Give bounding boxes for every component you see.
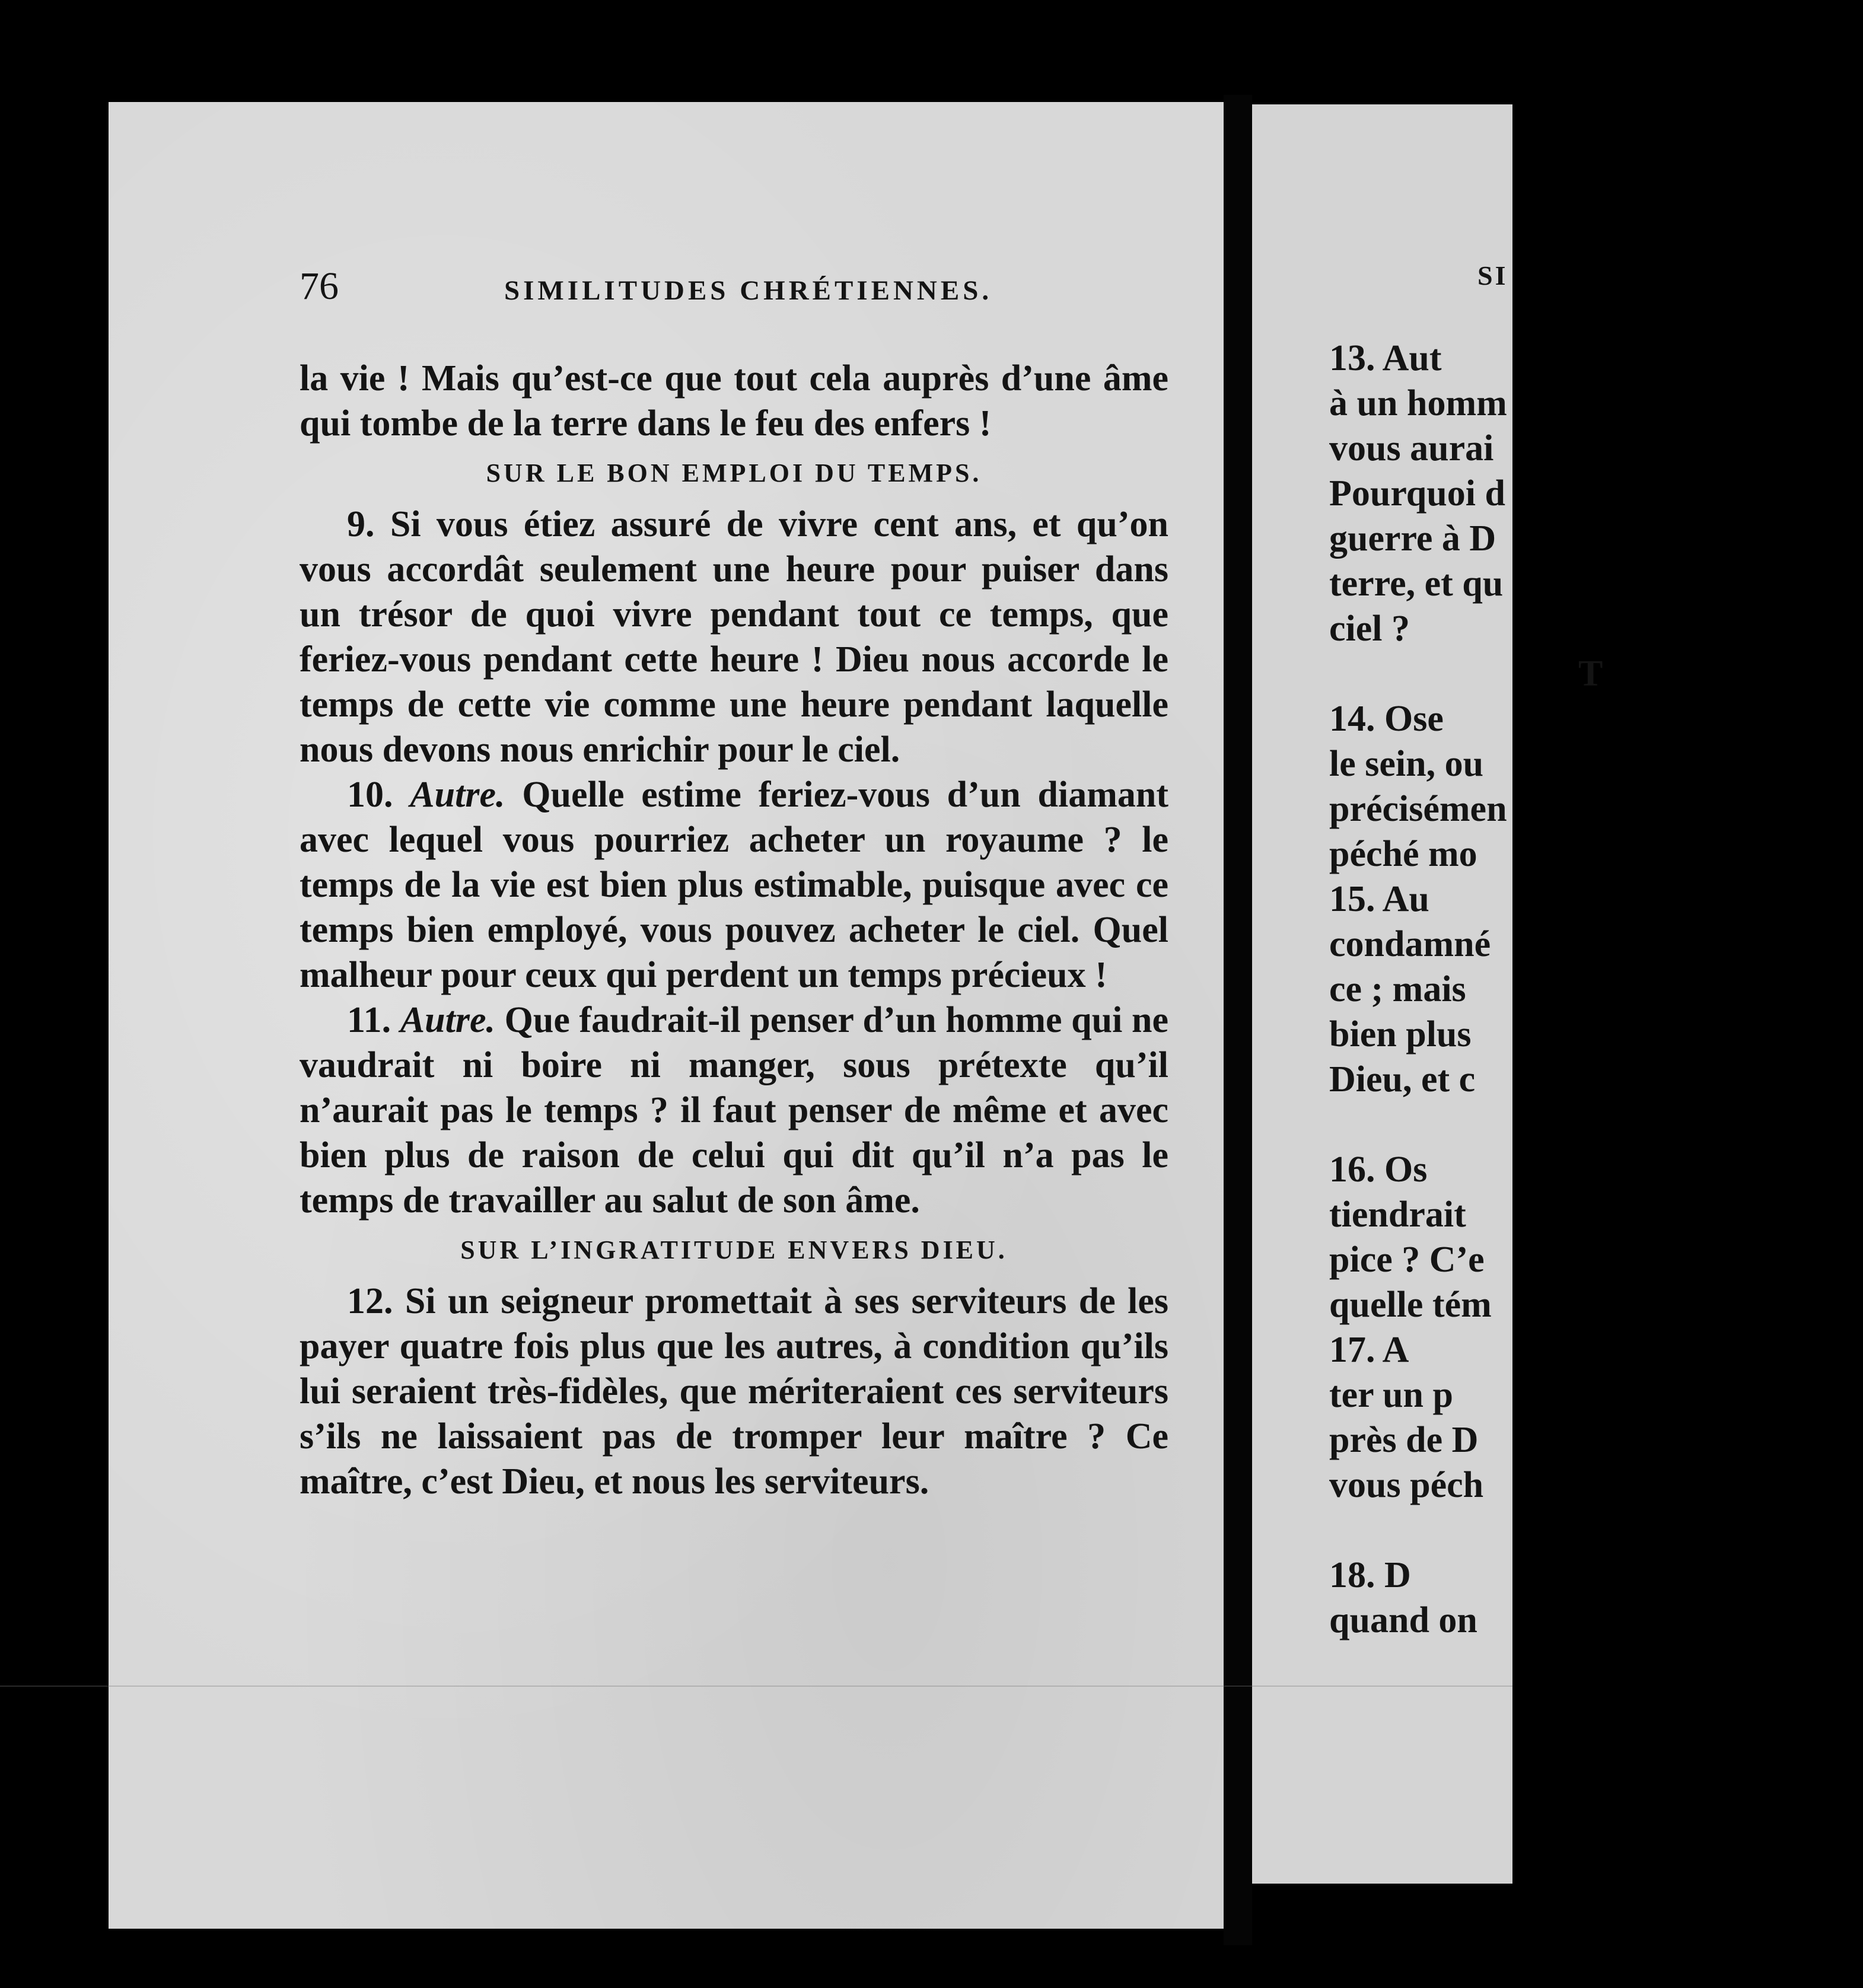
page-header xyxy=(300,264,1171,317)
paragraph-number: 11. xyxy=(347,1000,391,1040)
right-page-text xyxy=(1329,336,1863,1643)
left-page-text xyxy=(300,356,1168,1504)
section-heading-ingratitude: SUR L’INGRATITUDE ENVERS DIEU. xyxy=(460,1235,1008,1264)
book-gutter xyxy=(1224,95,1252,1945)
right-line: pice ? C’e xyxy=(1329,1240,1485,1280)
paragraph-body: Quelle estime feriez-vous d’un diamant avec lequel vous pourriez acheter un royaume ? le temps de la vie est bien plus estimable, puisque avec ce temps bien employé, vous pouvez acheter le ciel. Quel malheur pour ceux qui perdent un temps précieux ! xyxy=(300,775,1169,995)
right-page xyxy=(1252,104,1603,1884)
right-running-title: SI xyxy=(1477,260,1508,291)
right-line: près de D xyxy=(1329,1420,1479,1460)
right-line: guerre à D xyxy=(1329,518,1496,559)
right-line: 18. D xyxy=(1329,1555,1411,1595)
scan-line-artifact xyxy=(0,1686,1512,1687)
paragraph-label: Autre. xyxy=(410,775,505,815)
right-line: 15. Au xyxy=(1329,879,1429,919)
right-line: terre, et qu xyxy=(1329,563,1504,604)
running-title: SIMILITUDES CHRÉTIENNES. xyxy=(504,275,993,306)
paragraph-body: Si vous étiez assuré de vivre cent ans, et qu’on vous accordât seulement une heure pour puiser dans un trésor de quoi vivre pendant tout ce temps, que feriez-vous pendant cette heure ! Dieu nous accorde le temps de cette vie comme une heure pendant laquelle nous devons nous enrichir pour le ciel. xyxy=(300,504,1169,770)
right-line: T xyxy=(1578,654,1603,694)
paragraph-9 xyxy=(300,502,1168,772)
paragraph-body: Si un seigneur promettait à ses serviteurs de les payer quatre fois plus que les autres, à condition qu’ils lui seraient très-fidèles, que mériteraient ces serviteurs s’ils ne laissaient pas de tromper leur maître ? Ce maître, c’est Dieu, et nous les serviteurs. xyxy=(300,1281,1169,1502)
right-line: 17. A xyxy=(1329,1330,1409,1370)
right-line: ciel ? xyxy=(1329,608,1410,649)
opening-paragraph: la vie ! Mais qu’est-ce que tout cela auprès d’une âme qui tombe de la terre dans le feu des enfers ! xyxy=(300,358,1168,444)
right-line: 16. Os xyxy=(1329,1149,1428,1190)
paragraph-body: Que faudrait-il penser d’un homme qui ne vaudrait ni boire ni manger, sous prétexte qu’il n’aurait pas le temps ? il faut penser de même et avec bien plus de raison de celui qui dit qu’il n’a pas le temps de travailler au salut de son âme. xyxy=(300,1000,1169,1221)
paragraph-12 xyxy=(300,1279,1168,1504)
right-line: vous péch xyxy=(1329,1465,1484,1505)
paragraph-label: Autre. xyxy=(400,1000,495,1040)
right-line: tiendrait xyxy=(1329,1194,1466,1235)
right-line: précisémen xyxy=(1329,789,1507,829)
right-line: 13. Aut xyxy=(1329,338,1442,378)
paragraph-number: 9. xyxy=(347,504,375,544)
right-line: quelle tém xyxy=(1329,1285,1492,1325)
right-line: quand on xyxy=(1329,1600,1477,1640)
right-line: à un homm xyxy=(1329,383,1507,423)
paragraph-11 xyxy=(300,998,1168,1223)
paragraph-number: 12. xyxy=(347,1281,393,1321)
section-heading-time: SUR LE BON EMPLOI DU TEMPS. xyxy=(486,458,982,488)
right-line: Dieu, et c xyxy=(1329,1059,1476,1100)
right-line: le sein, ou xyxy=(1329,744,1484,784)
right-line: condamné xyxy=(1329,924,1491,964)
right-line: ce ; mais xyxy=(1329,969,1466,1009)
page-number: 76 xyxy=(300,265,339,308)
right-line: bien plus xyxy=(1329,1014,1472,1054)
paragraph-10 xyxy=(300,772,1168,998)
right-line: péché mo xyxy=(1329,834,1477,874)
right-line: Pourquoi d xyxy=(1329,473,1505,514)
paragraph-number: 10. xyxy=(347,775,393,815)
right-line: ter un p xyxy=(1329,1375,1454,1415)
right-line: 14. Ose xyxy=(1329,699,1444,739)
right-line xyxy=(1329,1508,1863,1553)
right-line: vous aurai xyxy=(1329,428,1494,469)
right-line xyxy=(1329,1102,1863,1147)
